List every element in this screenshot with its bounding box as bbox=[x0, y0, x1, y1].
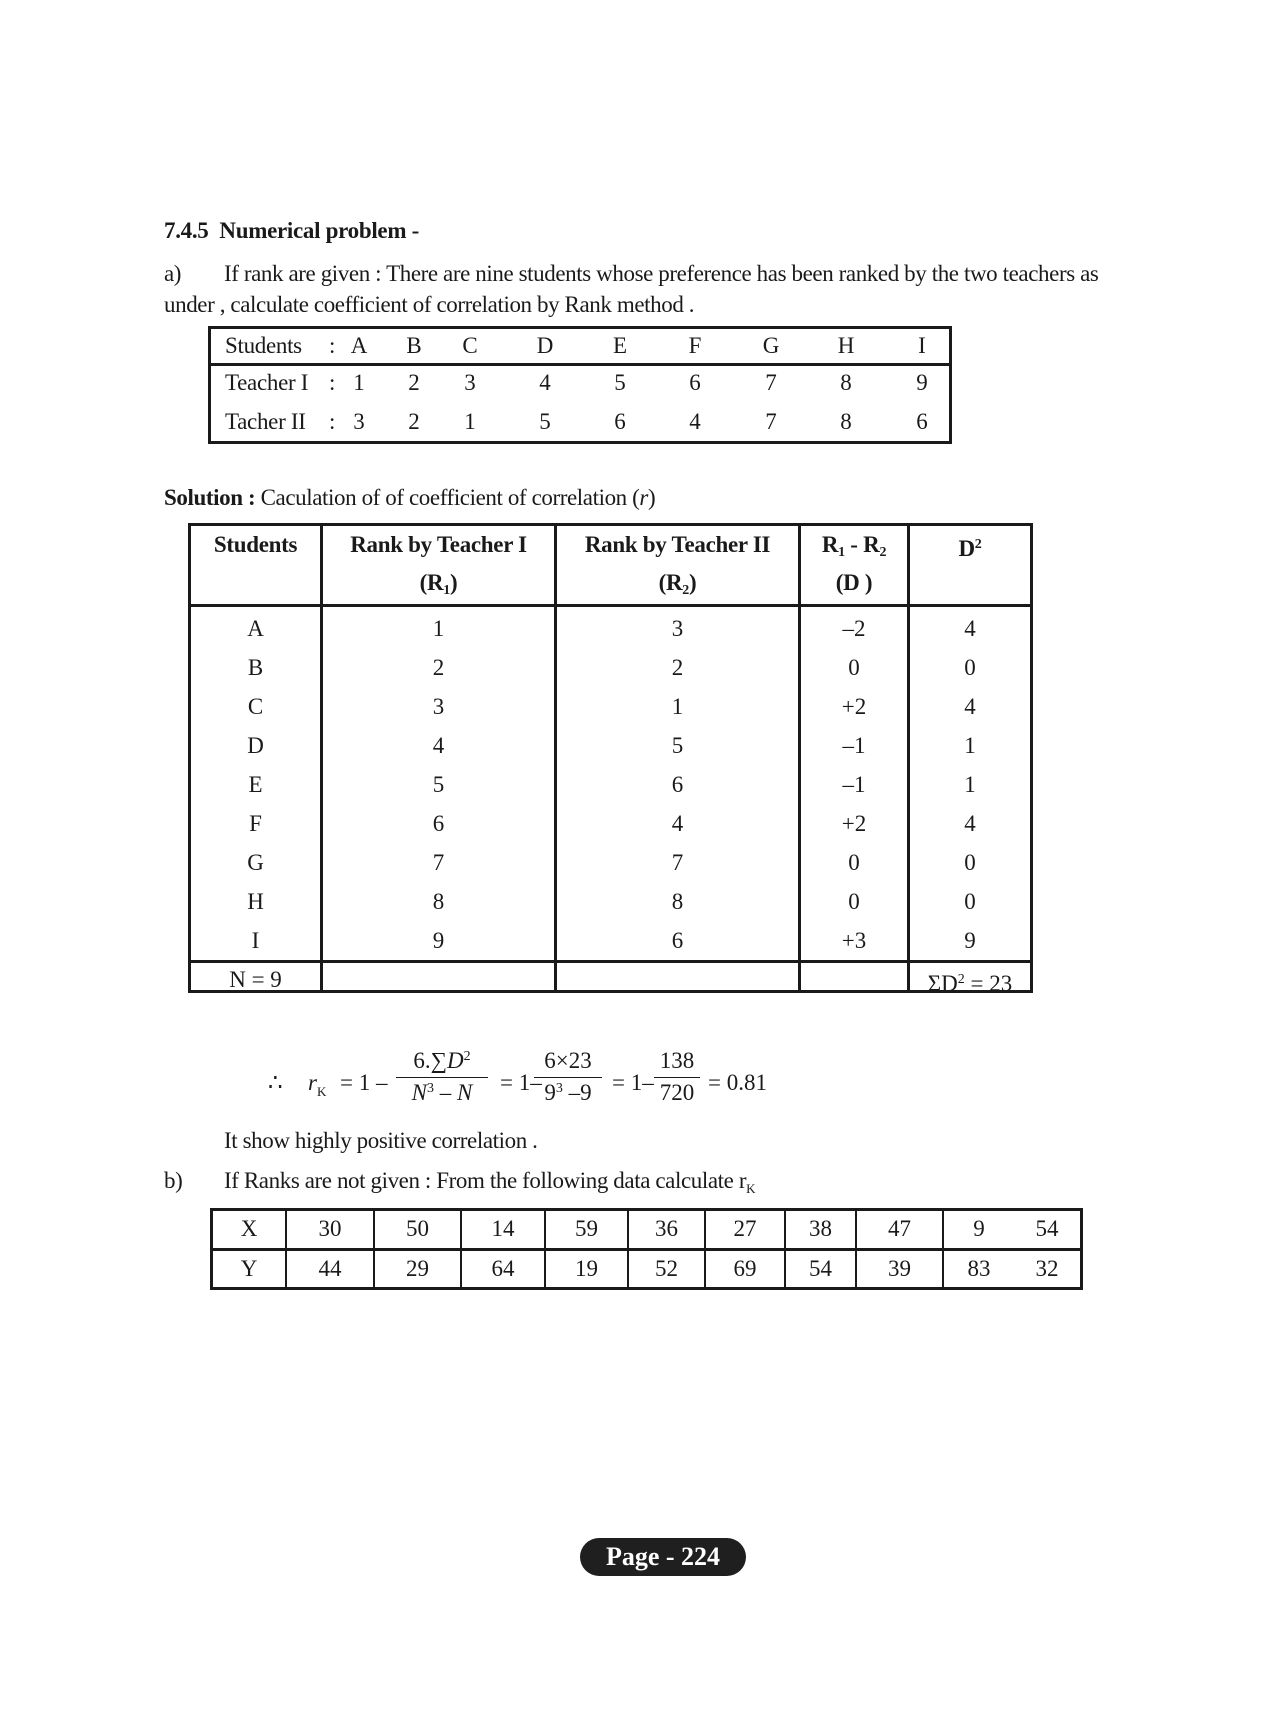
solution-label: Solution : bbox=[164, 485, 256, 510]
table-row-teacher-2 bbox=[211, 405, 949, 443]
header-d2-text: D bbox=[958, 536, 975, 561]
table-cell: 1 bbox=[353, 370, 365, 395]
header-d2-sup: 2 bbox=[974, 537, 982, 552]
table-cell: H bbox=[837, 333, 855, 358]
table-cell: 1 bbox=[464, 409, 476, 434]
header-d: (D ) bbox=[835, 570, 873, 595]
section-heading bbox=[164, 218, 419, 244]
header-students: Students bbox=[213, 532, 298, 557]
cell-student: G bbox=[247, 850, 264, 875]
frac2-num: 6×23 bbox=[534, 1048, 602, 1078]
header-r2: $(R_2)$ bbox=[658, 570, 697, 598]
cell-y: 69 bbox=[733, 1256, 757, 1281]
cell-d: –2 bbox=[842, 616, 866, 641]
table-cell: 2 bbox=[408, 409, 420, 434]
cell-r1: 6 bbox=[432, 811, 445, 836]
cell-x: 27 bbox=[733, 1216, 757, 1241]
cell-r2: 8 bbox=[671, 889, 684, 914]
cell-r1: 9 bbox=[432, 928, 445, 953]
cell-x: 47 bbox=[888, 1216, 911, 1241]
therefore-symbol: ∴ bbox=[268, 1070, 283, 1095]
cell-x: 50 bbox=[406, 1216, 429, 1241]
table-cell: D bbox=[536, 333, 554, 358]
frac1-num-var: D bbox=[447, 1048, 464, 1073]
cell-y: 32 bbox=[1035, 1256, 1059, 1281]
row-colon: : bbox=[329, 409, 336, 434]
cell-d2: 0 bbox=[964, 655, 976, 680]
table-cell: 9 bbox=[916, 370, 928, 395]
table-cell: 6 bbox=[614, 409, 626, 434]
header-d-squared bbox=[910, 526, 1030, 568]
cell-d: –1 bbox=[842, 733, 866, 758]
table-cell: 3 bbox=[353, 409, 365, 434]
table-cell: 7 bbox=[765, 409, 777, 434]
cell-r2: 4 bbox=[671, 811, 684, 836]
frac3-num: 138 bbox=[654, 1048, 700, 1078]
cell-r1: 8 bbox=[432, 889, 445, 914]
part-a-label: a) bbox=[164, 261, 182, 286]
table-cell: B bbox=[406, 333, 422, 358]
cell-d2: 0 bbox=[964, 850, 976, 875]
cell-x: 36 bbox=[655, 1216, 678, 1241]
cell-d2: 4 bbox=[964, 616, 976, 641]
cell-d2: 4 bbox=[964, 811, 976, 836]
frac1-den-sup: 3 bbox=[427, 1081, 434, 1096]
cell-r1: 2 bbox=[432, 655, 445, 680]
cell-d2: 1 bbox=[964, 772, 976, 797]
row-header: Teacher I bbox=[225, 370, 309, 395]
fraction-3 bbox=[654, 1048, 700, 1106]
xy-data-table bbox=[210, 1208, 1083, 1290]
table-cell: 4 bbox=[689, 409, 701, 434]
frac1-num-sup: 2 bbox=[463, 1049, 471, 1064]
frac2-den-base: 9 bbox=[544, 1080, 556, 1105]
header-d-sub2: 2 bbox=[879, 545, 887, 560]
cell-student: F bbox=[249, 811, 262, 836]
table-cell: C bbox=[462, 333, 478, 358]
frac2-den-rest: –9 bbox=[562, 1080, 592, 1105]
sum-sup: 2 bbox=[957, 972, 965, 987]
table-cell: E bbox=[612, 333, 628, 358]
cell-student: I bbox=[251, 928, 260, 953]
cell-r2: 7 bbox=[671, 850, 684, 875]
part-b-sub: K bbox=[746, 1181, 756, 1196]
cell-student: B bbox=[247, 655, 264, 680]
table-cell: 6 bbox=[916, 409, 928, 434]
table-cell: 2 bbox=[408, 370, 420, 395]
solution-text: Caculation of of coefficient of correlation ( bbox=[260, 485, 640, 510]
cell-y: 52 bbox=[655, 1256, 678, 1281]
cell-d2: 4 bbox=[964, 694, 976, 719]
header-d-r2: - R bbox=[844, 532, 880, 557]
cell-r1: 7 bbox=[432, 850, 445, 875]
cell-x: 9 bbox=[973, 1216, 985, 1241]
sum-suffix: = 23 bbox=[964, 971, 1013, 996]
table-row-teacher-1 bbox=[211, 366, 949, 404]
solution-close: ) bbox=[647, 485, 656, 510]
cell-d: +2 bbox=[841, 694, 867, 719]
table-cell: A bbox=[350, 333, 368, 358]
cell-x: 54 bbox=[1035, 1216, 1059, 1241]
ranks-table bbox=[208, 326, 952, 444]
table-cell: 5 bbox=[539, 409, 551, 434]
cell-r1: 3 bbox=[432, 694, 445, 719]
footer-n: N = 9 bbox=[229, 967, 282, 992]
cell-d2: 1 bbox=[964, 733, 976, 758]
formula-result: = 0.81 bbox=[708, 1070, 767, 1095]
solution-line bbox=[164, 485, 655, 511]
cell-r2: 5 bbox=[671, 733, 684, 758]
fraction-2 bbox=[534, 1048, 602, 1106]
formula-eq2: = 1– bbox=[500, 1070, 542, 1095]
cell-x: 14 bbox=[491, 1216, 515, 1241]
section-title: Numerical problem - bbox=[219, 218, 419, 243]
row-colon: : bbox=[329, 333, 336, 358]
frac1-den-rest: – bbox=[434, 1080, 457, 1105]
table-cell: 6 bbox=[689, 370, 701, 395]
table-cell: 7 bbox=[765, 370, 777, 395]
cell-r2: 6 bbox=[671, 772, 684, 797]
formula-r: r bbox=[308, 1070, 317, 1095]
header-rank-teacher-1: Rank by Teacher I bbox=[350, 532, 527, 557]
cell-student: D bbox=[247, 733, 264, 758]
cell-d: 0 bbox=[848, 889, 860, 914]
part-b-text: If Ranks are not given : From the following data calculate r bbox=[224, 1168, 747, 1193]
cell-d2: 9 bbox=[964, 928, 976, 953]
row-label-y: Y bbox=[240, 1256, 258, 1281]
header-d-sub1: 1 bbox=[838, 545, 845, 560]
part-b-label: b) bbox=[164, 1168, 183, 1193]
header-rank-teacher-2: Rank by Teacher II bbox=[584, 532, 771, 557]
header-r1: $(R_1)$ bbox=[419, 570, 458, 598]
header-d-r1: R bbox=[821, 532, 839, 557]
cell-y: 29 bbox=[406, 1256, 429, 1281]
table-cell: 4 bbox=[539, 370, 551, 395]
row-colon: : bbox=[329, 370, 336, 395]
cell-y: 54 bbox=[809, 1256, 832, 1281]
table-row-students bbox=[211, 329, 949, 366]
fraction-1 bbox=[396, 1048, 488, 1106]
table-cell: 8 bbox=[840, 370, 852, 395]
header-r1-sub: 1 bbox=[443, 583, 450, 598]
table-cell: 8 bbox=[840, 409, 852, 434]
cell-x: 38 bbox=[809, 1216, 832, 1241]
cell-r2: 1 bbox=[671, 694, 684, 719]
frac1-den-var2: N bbox=[457, 1080, 473, 1105]
rank-correlation-table bbox=[188, 523, 1033, 996]
table-cell: 3 bbox=[464, 370, 476, 395]
table-cell: G bbox=[762, 333, 780, 358]
table-cell: I bbox=[918, 333, 926, 358]
cell-r1: 1 bbox=[432, 616, 445, 641]
cell-r1: 4 bbox=[432, 733, 445, 758]
cell-student: E bbox=[248, 772, 263, 797]
header-r2-sub: 2 bbox=[682, 583, 689, 598]
cell-d: –1 bbox=[842, 772, 866, 797]
header-r1-text: (R bbox=[419, 570, 444, 595]
cell-x: 59 bbox=[575, 1216, 598, 1241]
part-b-paragraph bbox=[164, 1168, 755, 1197]
row-header: Tacher II bbox=[225, 409, 306, 434]
part-a-text: If rank are given : There are nine students whose preference has been ranked by the two teachers as under , calculate coefficient of correlation by Rank method . bbox=[164, 261, 1099, 317]
row-label-x: X bbox=[240, 1216, 258, 1241]
formula-eq1: = 1 – bbox=[340, 1070, 388, 1095]
cell-d: +3 bbox=[841, 928, 867, 953]
frac3-den: 720 bbox=[659, 1080, 695, 1105]
cell-r2: 2 bbox=[671, 655, 684, 680]
frac1-num: 6.∑ bbox=[413, 1048, 448, 1073]
frac1-den-var: N bbox=[411, 1080, 427, 1105]
cell-student: H bbox=[247, 889, 264, 914]
frac2-den-sup: 3 bbox=[555, 1081, 563, 1096]
cell-y: 64 bbox=[491, 1256, 515, 1281]
part-a-paragraph bbox=[164, 258, 1144, 320]
formula-eq3: = 1– bbox=[612, 1070, 654, 1095]
cell-r2: 3 bbox=[671, 616, 684, 641]
cell-y: 44 bbox=[318, 1256, 342, 1281]
table-cell: F bbox=[688, 333, 702, 358]
page-number-badge: Page - 224 bbox=[580, 1538, 746, 1576]
sum-prefix: ΣD bbox=[927, 971, 958, 996]
cell-d: +2 bbox=[841, 811, 867, 836]
cell-student: C bbox=[247, 694, 264, 719]
cell-d2: 0 bbox=[964, 889, 976, 914]
section-number: 7.4.5 bbox=[164, 218, 209, 243]
cell-d: 0 bbox=[848, 655, 860, 680]
cell-r2: 6 bbox=[671, 928, 684, 953]
cell-d: 0 bbox=[848, 850, 860, 875]
cell-student: A bbox=[247, 616, 264, 641]
row-header: Students bbox=[225, 333, 302, 358]
header-r2-text: (R bbox=[658, 570, 683, 595]
conclusion-text: It show highly positive correlation . bbox=[224, 1128, 538, 1153]
cell-r1: 5 bbox=[432, 772, 445, 797]
footer-sum-d2 bbox=[910, 960, 1030, 999]
cell-x: 30 bbox=[318, 1216, 342, 1241]
table-cell: 5 bbox=[614, 370, 626, 395]
cell-y: 39 bbox=[888, 1256, 911, 1281]
formula-r-sub: K bbox=[316, 1084, 327, 1099]
cell-y: 83 bbox=[967, 1256, 991, 1281]
cell-y: 19 bbox=[575, 1256, 598, 1281]
solution-symbol: r bbox=[639, 485, 648, 510]
